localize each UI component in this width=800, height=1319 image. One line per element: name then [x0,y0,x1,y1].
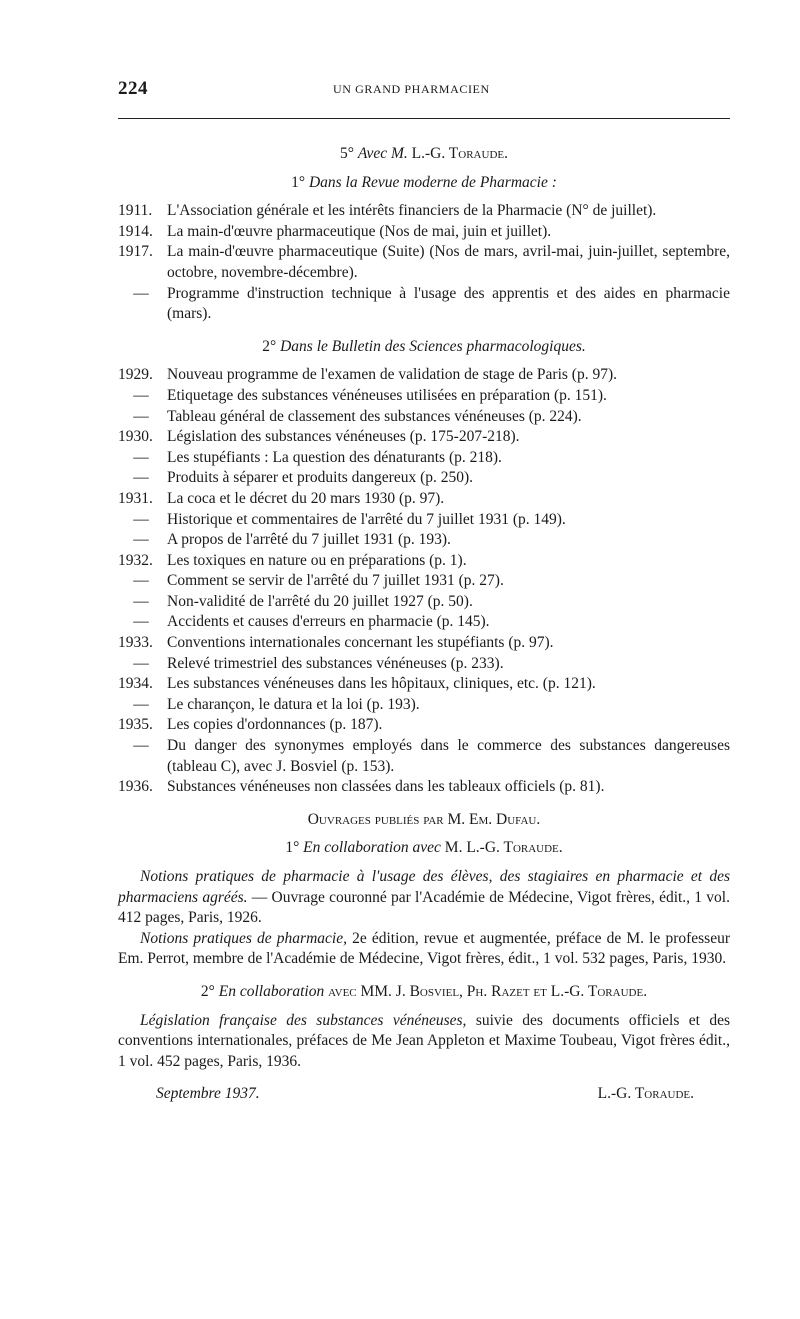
page-number: 224 [118,78,148,99]
entry-year: — [133,531,149,549]
entry-year: — [133,572,149,590]
list-item [118,736,730,777]
collab-1-rest: M. L.-G. Toraude. [440,839,563,857]
entry-text: Les stupéfiants : La question des dénaturants (p. 218). [167,448,502,466]
collab-2-rest: avec MM. J. Bosviel, Ph. Razet et L.-G. Toraude. [324,982,648,1000]
entry-year: — [133,386,149,404]
entry-text: La coca et le décret du 20 mars 1930 (p. 97). [167,489,445,507]
entry-text: L'Association générale et les intérêts financiers de la Pharmacie (N° de juillet). [167,202,657,220]
collab-1-number: 1° [285,839,304,857]
entry-year: — [133,613,149,631]
header-rule [118,118,730,119]
signature-name: L.-G. Toraude. [597,1085,694,1103]
entry-text: Non-validité de l'arrêté du 20 juillet 1927 (p. 50). [167,592,473,610]
section-5-number: 5° [340,145,358,162]
entry-year: — [133,448,149,466]
collab-2-italic: En collaboration [218,982,325,1000]
book-2-paragraph [118,929,730,970]
list-item [118,654,730,675]
list-item [118,407,730,428]
book-3-paragraph [118,1011,730,1073]
entry-year: 1930. [118,428,153,446]
bulletin-heading [118,337,730,358]
book-1-paragraph [118,867,730,929]
revue-entries [118,201,730,325]
entry-text: A propos de l'arrêté du 7 juillet 1931 (p. 193). [167,531,451,549]
list-item [118,715,730,736]
entry-year: — [133,592,149,610]
list-item [118,242,730,283]
entry-year: 1931. [118,489,153,507]
entry-text: La main-d'œuvre pharmaceutique (Nos de mai, juin et juillet). [167,222,552,240]
entry-text: Historique et commentaires de l'arrêté du 7 juillet 1931 (p. 149). [167,510,566,528]
entry-text: Législation des substances vénéneuses (p. 175-207-218). [167,428,520,446]
entry-text: Les copies d'ordonnances (p. 187). [167,716,383,734]
list-item [118,633,730,654]
entry-text: Accidents et causes d'erreurs en pharmacie (p. 145). [167,613,490,631]
entry-text: Produits à séparer et produits dangereux (p. 250). [167,469,474,487]
entry-year: 1935. [118,716,153,734]
entry-text: Tableau général de classement des substances vénéneuses (p. 224). [167,407,582,425]
list-item [118,510,730,531]
list-item [118,284,730,325]
entry-year: — [133,469,149,487]
collab-2-number: 2° [200,982,219,1000]
entry-text: Relevé trimestriel des substances vénéneuses (p. 233). [167,654,504,672]
entry-year: 1929. [118,366,153,384]
entry-text: Les substances vénéneuses dans les hôpitaux, cliniques, etc. (p. 121). [167,675,596,693]
book-1-text: — Ouvrage couronné par l'Académie de Médecine, Vigot frères, édit., 1 vol. 412 pages, Paris, 1926. [118,888,730,927]
revue-heading [118,173,730,194]
list-item [118,777,730,798]
list-item [118,592,730,613]
bulletin-heading-number: 2° [262,337,281,355]
entry-year: 1917. [118,243,153,261]
entry-text: Du danger des synonymes employés dans le commerce des substances dangereuses (tableau C), avec J. Bosviel (p. 153). [167,737,730,775]
list-item [118,365,730,386]
section-5-name: L.-G. Toraude. [407,145,508,162]
page-header [118,78,730,100]
entry-year: — [133,654,149,672]
list-item [118,612,730,633]
entry-text: Comment se servir de l'arrêté du 7 juillet 1931 (p. 27). [167,572,504,590]
book-2-title: Notions pratiques de pharmacie, [140,929,347,947]
ouvrages-heading: Ouvrages publiés par M. Em. Dufau. [307,810,541,828]
entry-year: 1914. [118,222,153,240]
list-item [118,571,730,592]
list-item [118,468,730,489]
entry-year: 1933. [118,634,153,652]
list-item [118,530,730,551]
entry-text: La main-d'œuvre pharmaceutique (Suite) (Nos de mars, avril-mai, juin-juillet, septembre, octobre, novembre-décembre). [167,243,730,281]
entry-year: — [133,737,149,755]
entry-year: 1932. [118,551,153,569]
entry-year: — [133,695,149,713]
list-item [118,551,730,572]
list-item [118,222,730,243]
entry-year: — [133,407,149,425]
page-body [118,138,730,1106]
list-item [118,201,730,222]
entry-text: Conventions internationales concernant les stupéfiants (p. 97). [167,634,554,652]
book-1-title: Notions pratiques de pharmacie à l'usage des élèves, des stagiaires en pharmacie et des pharmaciens agréés. [118,868,730,906]
entry-year: — [133,284,149,302]
list-item [118,674,730,695]
collab-2-heading [118,982,730,1003]
signature-line [118,1084,730,1106]
entry-text: Substances vénéneuses non classées dans les tableaux officiels (p. 81). [167,778,605,796]
entry-year: 1911. [118,202,153,220]
bulletin-heading-text: Dans le Bulletin des Sciences pharmacologiques. [280,337,586,355]
entry-year: 1934. [118,675,153,693]
list-item [118,427,730,448]
book-3-text: suivie des documents officiels et des conventions internationales, préfaces de Me Jean Appleton et Maxime Toubeau, Vigot frères édit., 1 vol. 452 pages, Paris, 1936. [118,1011,730,1070]
collab-1-italic: En collaboration avec [303,839,441,857]
entry-text: Programme d'instruction technique à l'usage des apprentis et des aides en pharmacie (mars). [167,284,730,323]
revue-heading-number: 1° [291,173,309,191]
entry-text: Le charançon, le datura et la loi (p. 193). [167,695,420,713]
list-item [118,489,730,510]
section-5-heading [118,144,730,165]
entry-year: 1936. [118,778,153,796]
signature-date: Septembre 1937. [156,1085,260,1103]
bulletin-entries [118,365,730,797]
book-3-title: Législation française des substances vénéneuses, [140,1011,467,1029]
revue-heading-text: Dans la Revue moderne de Pharmacie : [308,173,557,191]
list-item [118,386,730,407]
entry-text: Etiquetage des substances vénéneuses utilisées en préparation (p. 151). [167,386,607,404]
list-item [118,695,730,716]
running-head: UN GRAND PHARMACIEN [333,82,490,96]
book-2-text: 2e édition, revue et augmentée, préface de M. le professeur Em. Perrot, membre de l'Académie de Médecine, Vigot frères, édit., 1 vol. 532 pages, Paris, 1930. [118,929,730,968]
entry-year: — [133,510,149,528]
entry-text: Les toxiques en nature ou en préparations (p. 1). [167,551,467,569]
entry-text: Nouveau programme de l'examen de validation de stage de Paris (p. 97). [167,366,617,384]
list-item [118,448,730,469]
collab-1-heading [118,838,730,859]
section-5-avec: Avec M. [357,145,408,162]
